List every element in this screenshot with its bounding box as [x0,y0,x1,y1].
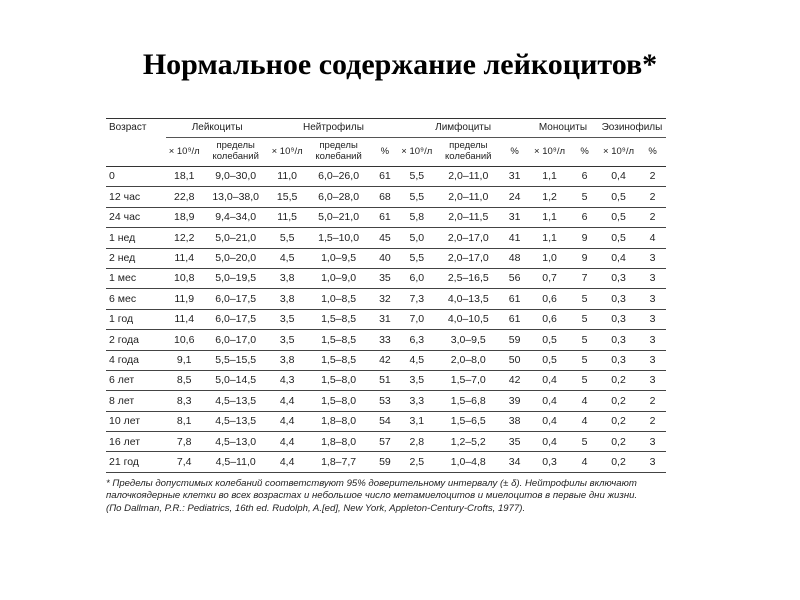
table-cell: 57 [372,432,399,452]
table-cell: 1,5–8,0 [306,391,372,411]
table-cell: 31 [372,309,399,329]
column-group-neutrophils: Нейтрофилы [269,119,399,138]
table-cell: 1,1 [528,207,571,227]
table-cell: 1,5–6,5 [435,411,501,431]
table-cell: 2,0–11,0 [435,167,501,187]
table-cell: 35 [372,268,399,288]
table-cell: 59 [501,330,528,350]
table-cell: 42 [501,370,528,390]
table-cell: 32 [372,289,399,309]
table-row [106,228,666,248]
table-cell: 1,8–8,0 [306,411,372,431]
table-cell: 1,5–7,0 [435,370,501,390]
table-cell: 2 [639,391,666,411]
footnote-line: (По Dallman, P.R.: Pediatrics, 16th ed. Rudolph, A.[ed], New York, Appleton-Century-Crofts, 1977). [106,502,526,514]
table-cell: 39 [501,391,528,411]
row-age-cell: 21 год [106,452,166,472]
table-cell: 31 [501,207,528,227]
table-cell: 9,4–34,0 [203,207,269,227]
table-cell: 33 [372,330,399,350]
table-cell: 5,0–21,0 [306,207,372,227]
footnote [106,478,666,515]
table-cell: 24 [501,187,528,207]
table-cell: 5 [571,309,598,329]
table-cell: 1,2–5,2 [435,432,501,452]
column-group-lymphocytes: Лимфоциты [398,119,528,138]
table-cell: 0,4 [528,391,571,411]
table-cell: 4 [571,452,598,472]
table-cell: 5 [571,330,598,350]
table-cell: 54 [372,411,399,431]
table-cell: 4,4 [269,452,306,472]
column-group-eosinophils: Эозинофилы [598,119,666,138]
table-cell: 4,5–13,5 [203,391,269,411]
table-cell: 1,0–9,5 [306,248,372,268]
table-cell: 1,8–8,0 [306,432,372,452]
table-cell: 34 [501,452,528,472]
table-cell: 10,8 [166,268,203,288]
table-cell: 3 [639,330,666,350]
table-row [106,370,666,390]
table-cell: 18,9 [166,207,203,227]
table-cell: 0,4 [528,370,571,390]
table-cell: 5,0 [398,228,435,248]
table-cell: 56 [501,268,528,288]
table-cell: 3,8 [269,268,306,288]
table-cell: 7,4 [166,452,203,472]
table-cell: 11,4 [166,248,203,268]
table-cell: 1,0–9,0 [306,268,372,288]
table-row [106,432,666,452]
table-cell: 40 [372,248,399,268]
row-age-cell: 6 мес [106,289,166,309]
table-cell: 5,0–20,0 [203,248,269,268]
table-cell: 8,1 [166,411,203,431]
table-cell: 4,5–13,0 [203,432,269,452]
table-cell: 5,5 [398,167,435,187]
table-cell: 0,3 [598,309,639,329]
table-cell: 0,2 [598,411,639,431]
table-cell: 5 [571,370,598,390]
row-age-cell: 1 мес [106,268,166,288]
table-body [106,167,666,473]
table-cell: 1,5–8,5 [306,309,372,329]
table-row [106,289,666,309]
table-cell: 41 [501,228,528,248]
table-cell: 2,0–8,0 [435,350,501,370]
table-cell: 2,0–11,5 [435,207,501,227]
table-cell: 4,5–11,0 [203,452,269,472]
table-cell: 2,0–17,0 [435,228,501,248]
table-cell: 11,5 [269,207,306,227]
table-cell: 6,0–17,5 [203,289,269,309]
table-cell: 9 [571,228,598,248]
table-cell: 5 [571,350,598,370]
table-row [106,187,666,207]
table-cell: 45 [372,228,399,248]
table-cell: 10,6 [166,330,203,350]
table-cell: 2,5 [398,452,435,472]
table-cell: 22,8 [166,187,203,207]
table-cell: 0,3 [598,330,639,350]
table-cell: 0,5 [528,350,571,370]
row-age-cell: 1 год [106,309,166,329]
table-row [106,207,666,227]
table-cell: 0,3 [598,268,639,288]
table-cell: 5,5–15,5 [203,350,269,370]
table-cell: 1,5–6,8 [435,391,501,411]
table-cell: 6,0–26,0 [306,167,372,187]
table-cell: 3 [639,289,666,309]
table-cell: 5 [571,187,598,207]
table-row [106,248,666,268]
table-cell: 38 [501,411,528,431]
column-header-percent: % [501,138,528,167]
table-cell: 5 [571,289,598,309]
table-row [106,309,666,329]
footnote-line: * Пределы допустимых колебаний соответствуют 95% доверительному интервалу (± δ). Нейтрофилы включают [106,477,637,489]
table-cell: 50 [501,350,528,370]
table-cell: 6,0–28,0 [306,187,372,207]
column-header-range: пределы колебаний [306,138,372,167]
table-cell: 3,5 [269,309,306,329]
table-cell: 1,1 [528,228,571,248]
row-age-cell: 24 час [106,207,166,227]
table-row [106,411,666,431]
table-cell: 4,4 [269,391,306,411]
table-cell: 12,2 [166,228,203,248]
table-cell: 6 [571,207,598,227]
table-cell: 4,5 [269,248,306,268]
table-cell: 1,0 [528,248,571,268]
table-cell: 5 [571,432,598,452]
column-header-range: пределы колебаний [203,138,269,167]
table-cell: 3 [639,370,666,390]
row-age-cell: 8 лет [106,391,166,411]
table-cell: 7 [571,268,598,288]
table-row [106,452,666,472]
table-cell: 11,4 [166,309,203,329]
table-cell: 1,5–8,5 [306,350,372,370]
table-cell: 4,5 [398,350,435,370]
table-cell: 9,1 [166,350,203,370]
table-cell: 9 [571,248,598,268]
table-cell: 0,4 [528,432,571,452]
table-cell: 3,8 [269,289,306,309]
table-cell: 7,3 [398,289,435,309]
table-cell: 4 [571,411,598,431]
row-age-cell: 2 нед [106,248,166,268]
table-cell: 0,2 [598,452,639,472]
table-cell: 9,0–30,0 [203,167,269,187]
table-cell: 4 [639,228,666,248]
table-cell: 0,6 [528,309,571,329]
table-cell: 0,3 [528,452,571,472]
column-header-count: × 10⁹/л [528,138,571,167]
row-age-cell: 10 лет [106,411,166,431]
table-cell: 0,4 [598,248,639,268]
table-cell: 5,0–21,0 [203,228,269,248]
table-cell: 15,5 [269,187,306,207]
table-cell: 6,0–17,0 [203,330,269,350]
table-cell: 68 [372,187,399,207]
table-cell: 35 [501,432,528,452]
table-cell: 5,0–14,5 [203,370,269,390]
table-cell: 0,3 [598,289,639,309]
table-cell: 2,0–11,0 [435,187,501,207]
table-cell: 0,5 [598,187,639,207]
column-group-leukocytes: Лейкоциты [166,119,269,138]
table-cell: 6,0 [398,268,435,288]
table-cell: 5,0–19,5 [203,268,269,288]
table-cell: 1,0–8,5 [306,289,372,309]
table-cell: 4,0–13,5 [435,289,501,309]
table-cell: 3,0–9,5 [435,330,501,350]
column-header-count: × 10⁹/л [166,138,203,167]
header-row-groups [106,119,666,138]
leukocyte-table-figure [106,118,666,515]
table-cell: 3,3 [398,391,435,411]
leukocyte-table [106,118,666,473]
row-age-cell: 6 лет [106,370,166,390]
row-age-cell: 2 года [106,330,166,350]
table-cell: 0,5 [598,228,639,248]
column-header-percent: % [639,138,666,167]
table-cell: 0,2 [598,370,639,390]
row-age-cell: 1 нед [106,228,166,248]
table-cell: 6 [571,167,598,187]
table-cell: 4,5–13,5 [203,411,269,431]
header-row-units [106,138,666,167]
table-cell: 3 [639,309,666,329]
table-cell: 18,1 [166,167,203,187]
table-cell: 4,4 [269,432,306,452]
table-cell: 61 [372,167,399,187]
table-cell: 8,3 [166,391,203,411]
table-cell: 13,0–38,0 [203,187,269,207]
table-cell: 1,5–8,0 [306,370,372,390]
table-cell: 0,3 [598,350,639,370]
column-header-range: пределы колебаний [435,138,501,167]
table-cell: 0,4 [528,411,571,431]
table-cell: 53 [372,391,399,411]
table-cell: 2,5–16,5 [435,268,501,288]
table-cell: 3 [639,350,666,370]
table-cell: 3,8 [269,350,306,370]
table-cell: 0,2 [598,432,639,452]
table-cell: 48 [501,248,528,268]
row-age-cell: 16 лет [106,432,166,452]
row-age-cell: 4 года [106,350,166,370]
table-cell: 6,3 [398,330,435,350]
column-header-age: Возраст [106,119,166,138]
table-cell: 0,5 [598,207,639,227]
table-cell: 1,8–7,7 [306,452,372,472]
table-cell: 4 [571,391,598,411]
table-cell: 5,5 [398,187,435,207]
table-cell: 2 [639,187,666,207]
table-cell: 61 [372,207,399,227]
table-cell: 3,1 [398,411,435,431]
table-cell: 1,5–10,0 [306,228,372,248]
table-cell: 5,8 [398,207,435,227]
footnote-line: палочкоядерные клетки во всех возрастах и небольшое число метамиелоцитов и миелоцитов в первые дни жизни. [106,490,638,502]
table-cell: 11,0 [269,167,306,187]
table-cell: 4,0–10,5 [435,309,501,329]
table-cell: 59 [372,452,399,472]
table-cell: 3 [639,452,666,472]
table-cell: 1,2 [528,187,571,207]
row-age-cell: 0 [106,167,166,187]
table-cell: 1,0–4,8 [435,452,501,472]
table-cell: 1,1 [528,167,571,187]
table-cell: 0,5 [528,330,571,350]
column-header-percent: % [372,138,399,167]
table-cell: 2 [639,207,666,227]
table-cell: 4,3 [269,370,306,390]
table-cell: 2 [639,167,666,187]
table-cell: 7,0 [398,309,435,329]
table-row [106,330,666,350]
page-title: Нормальное содержание лейкоцитов* [142,48,658,81]
table-cell: 11,9 [166,289,203,309]
table-cell: 1,5–8,5 [306,330,372,350]
table-row [106,268,666,288]
table-cell: 0,4 [598,167,639,187]
row-age-cell: 12 час [106,187,166,207]
column-header-blank [106,138,166,167]
table-cell: 8,5 [166,370,203,390]
table-cell: 5,5 [269,228,306,248]
column-header-count: × 10⁹/л [269,138,306,167]
table-cell: 4,4 [269,411,306,431]
table-cell: 42 [372,350,399,370]
table-cell: 3 [639,432,666,452]
column-header-count: × 10⁹/л [398,138,435,167]
table-cell: 3 [639,248,666,268]
table-cell: 3 [639,268,666,288]
table-cell: 51 [372,370,399,390]
table-cell: 2,8 [398,432,435,452]
table-cell: 2 [639,411,666,431]
table-cell: 2,0–17,0 [435,248,501,268]
table-cell: 5,5 [398,248,435,268]
column-header-count: × 10⁹/л [598,138,639,167]
table-cell: 6,0–17,5 [203,309,269,329]
table-cell: 31 [501,167,528,187]
table-cell: 3,5 [269,330,306,350]
table-cell: 61 [501,309,528,329]
table-cell: 0,7 [528,268,571,288]
table-row [106,350,666,370]
column-group-monocytes: Моноциты [528,119,598,138]
table-cell: 0,2 [598,391,639,411]
table-row [106,391,666,411]
table-cell: 7,8 [166,432,203,452]
table-cell: 61 [501,289,528,309]
table-cell: 0,6 [528,289,571,309]
column-header-percent: % [571,138,598,167]
table-row [106,167,666,187]
table-cell: 3,5 [398,370,435,390]
